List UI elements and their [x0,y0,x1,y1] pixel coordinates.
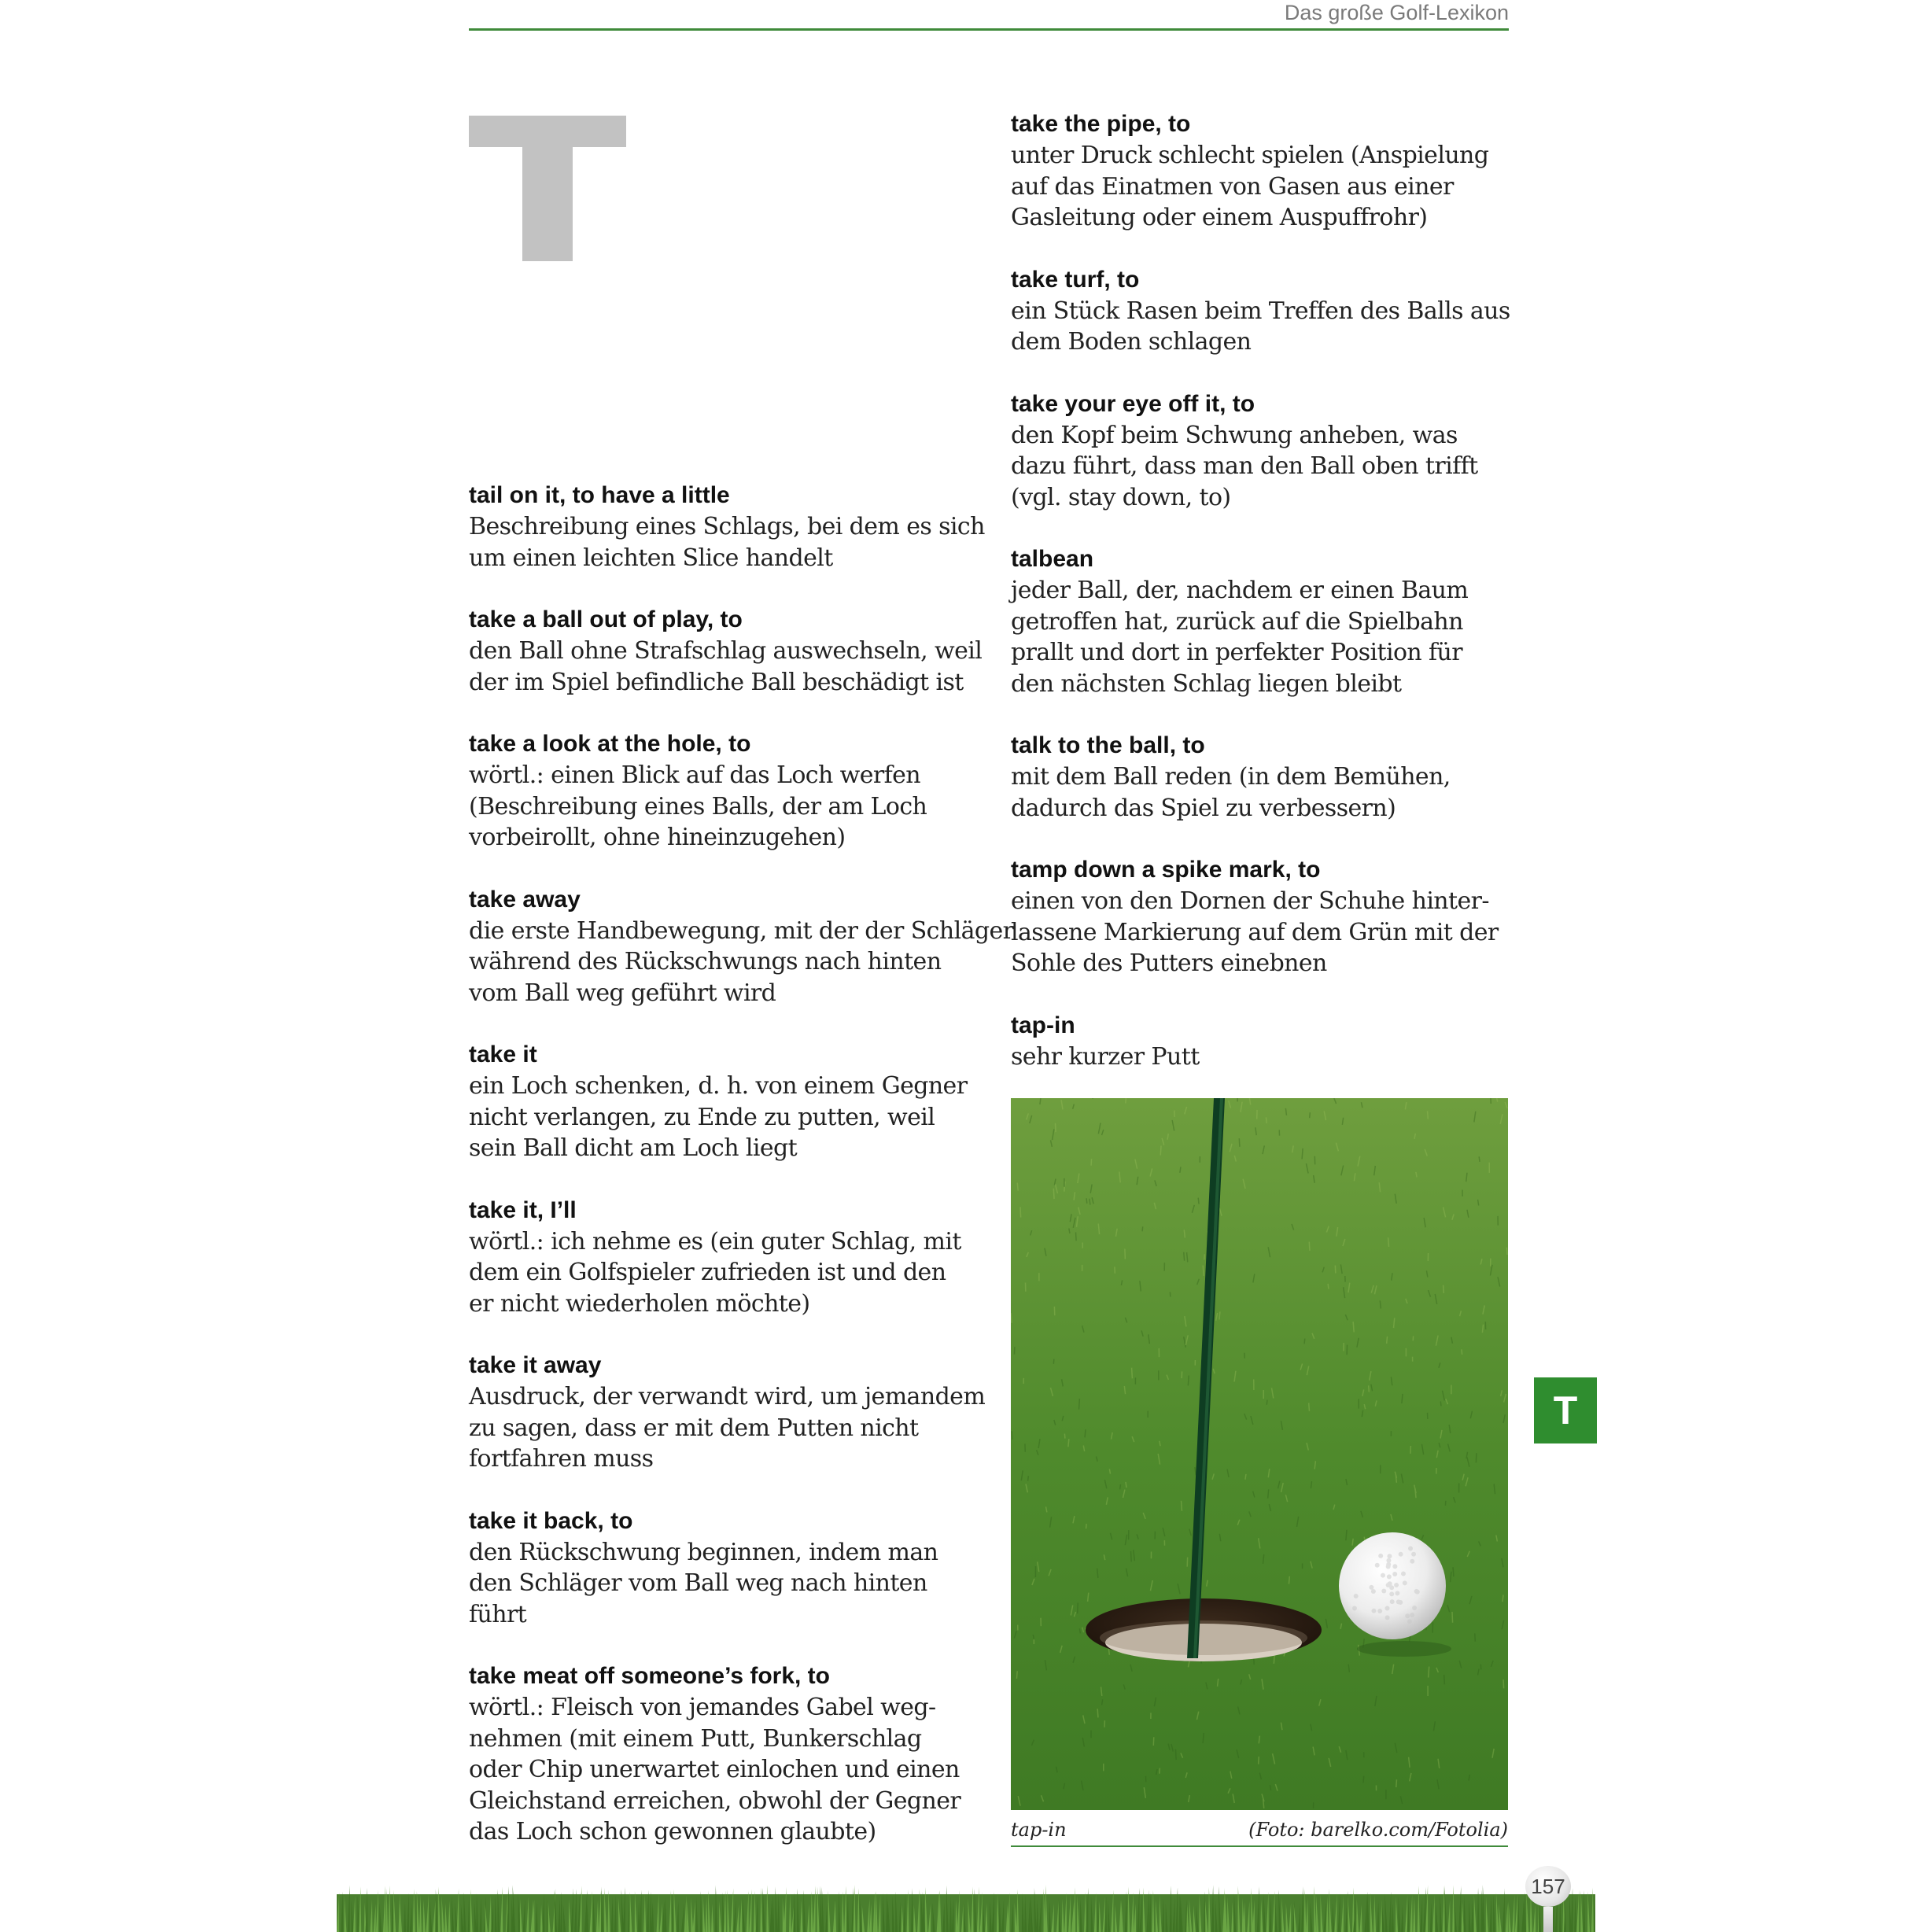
definition-line: nicht verlangen, zu Ende zu putten, weil [469,1103,935,1131]
entry-term: tail on it, to have a little [469,482,730,508]
definition-line: dadurch das Spiel zu verbessern) [1011,794,1396,822]
definition-line: den Rückschwung beginnen, indem man [469,1538,938,1566]
lexicon-entry [469,1506,976,1631]
definition-line: er nicht wiederholen möchte) [469,1289,810,1318]
entry-term: take the pipe, to [1011,111,1191,137]
lexicon-entry [469,728,976,854]
entry-term: take your eye off it, to [1011,390,1255,417]
lexicon-entry [1011,544,1514,699]
entry-term: take it back, to [469,1507,633,1534]
entry-definition [469,636,983,698]
lexicon-entry [469,1039,976,1164]
entry-definition [1011,420,1514,514]
definition-line: vom Ball weg geführt wird [469,979,776,1007]
definition-line: dazu führt, dass man den Ball oben trifft [1011,452,1478,480]
definition-line: dem Boden schlagen [1011,328,1252,356]
entry-term: take it [469,1042,537,1067]
definition-line: Beschreibung eines Schlags, bei dem es sich [469,513,985,540]
definition-line: auf das Einatmen von Gasen aus einer [1011,172,1454,201]
definition-line: den Ball ohne Strafschlag auswechseln, weil [469,637,983,665]
definition-line: jeder Ball, der, nachdem er einen Baum [1011,577,1469,604]
lexicon-entry [1011,389,1514,514]
definition-line: die erste Handbewegung, mit der der Schläger [469,916,1014,945]
entry-definition [469,511,985,573]
entry-definition [469,1071,976,1164]
entry-definition [469,1226,976,1320]
entry-definition [1011,1042,1514,1073]
lexicon-entry [469,480,985,573]
entry-definition [1011,886,1514,979]
entry-term: take a ball out of play, to [469,607,743,632]
entry-term: talbean [1011,546,1094,572]
section-tab[interactable]: T [1534,1377,1597,1443]
definition-line: wörtl.: einen Blick auf das Loch werfen [469,761,921,789]
definition-line: getroffen hat, zurück auf die Spielbahn [1011,607,1463,636]
definition-line: oder Chip unerwartet einlochen und einen [469,1756,960,1783]
page-header [469,0,1509,31]
entry-term: take turf, to [1011,266,1140,293]
definition-line: zu sagen, dass er mit dem Putten nicht [469,1414,919,1442]
entry-definition [469,1381,986,1475]
definition-line: wörtl.: ich nehme es (ein guter Schlag, mit [469,1227,961,1255]
photo-caption: tap-in [1011,1819,1067,1841]
entry-term: take meat off someone’s fork, to [469,1663,830,1689]
entry-term: take it, I’ll [469,1196,577,1223]
definition-line: der im Spiel befindliche Ball beschädigt ist [469,668,964,696]
definition-line: um einen leichten Slice handelt [469,544,833,572]
page-number: 157 [1525,1866,1571,1907]
entry-definition [1011,296,1514,358]
definition-line: vorbeirollt, ohne hineinzugehen) [469,824,846,851]
definition-line: sehr kurzer Putt [1011,1042,1200,1071]
lexicon-entry [1011,854,1514,979]
lexicon-entry [469,604,983,698]
lexicon-entry [469,1661,976,1848]
entry-term: tap-in [1011,1012,1075,1038]
grass-footer-decoration [337,1872,1595,1932]
entry-definition [1011,761,1514,824]
lexicon-entry [469,1350,986,1475]
entry-definition [469,1692,976,1848]
definition-line: dem ein Golfspieler zufrieden ist und den [469,1259,946,1286]
golf-tee-icon [1543,1907,1553,1932]
definition-line: ein Stück Rasen beim Treffen des Balls aus [1011,297,1510,325]
lexicon-entry [1011,1010,1514,1073]
definition-line: mit dem Ball reden (in dem Bemühen, [1011,763,1451,791]
definition-line: sein Ball dicht am Loch liegt [469,1134,798,1162]
definition-line: führt [469,1600,527,1628]
definition-line: (vgl. stay down, to) [1011,483,1231,511]
entry-definition [469,916,1014,1009]
definition-line: fortfahren muss [469,1445,654,1473]
lexicon-entry [1011,109,1514,234]
lexicon-entry [469,1195,976,1320]
photo-credit: (Foto: barelko.com/Fotolia) [1248,1819,1508,1841]
definition-line: den nächsten Schlag liegen bleibt [1011,669,1402,698]
right-column [1011,109,1514,1103]
tap-in-photo [1011,1098,1508,1810]
definition-line: nehmen (mit einem Putt, Bunkerschlag [469,1724,922,1753]
entry-term: take a look at the hole, to [469,731,751,757]
definition-line: den Kopf beim Schwung anheben, was [1011,421,1458,449]
definition-line: Ausdruck, der verwandt wird, um jemandem [469,1383,986,1410]
lexicon-entry [469,884,1014,1009]
header-title: Das große Golf-Lexikon [1284,1,1509,24]
entry-definition [469,760,976,854]
definition-line: den Schläger vom Ball weg nach hinten [469,1569,927,1597]
section-letter-graphic [469,116,626,261]
definition-line: Sohle des Putters einebnen [1011,949,1327,977]
definition-line: wörtl.: Fleisch von jemandes Gabel weg- [469,1694,936,1721]
definition-line: unter Druck schlecht spielen (Anspielung [1011,142,1489,169]
entry-definition [469,1537,976,1631]
definition-line: ein Loch schenken, d. h. von einem Gegner [469,1072,968,1100]
entry-definition [1011,575,1514,699]
definition-line: einen von den Dornen der Schuhe hinter- [1011,887,1489,915]
definition-line: Gleichstand erreichen, obwohl der Gegner [469,1786,961,1815]
lexicon-entry [1011,264,1514,358]
definition-line: prallt und dort in perfekter Position für [1011,639,1463,666]
definition-line: (Beschreibung eines Balls, der am Loch [469,792,927,820]
entry-definition [1011,140,1514,234]
left-column [469,480,1014,1879]
definition-line: Gasleitung oder einem Auspuffrohr) [1011,204,1428,231]
entry-term: tamp down a spike mark, to [1011,857,1321,883]
entry-term: take it away [469,1352,602,1378]
photo-caption-row [1011,1817,1508,1847]
entry-term: talk to the ball, to [1011,732,1205,758]
entry-term: take away [469,886,581,913]
definition-line: das Loch schon gewonnen glaubte) [469,1818,876,1845]
lexicon-entry [1011,730,1514,824]
definition-line: lassene Markierung auf dem Grün mit der [1011,918,1499,946]
definition-line: während des Rückschwungs nach hinten [469,948,942,975]
